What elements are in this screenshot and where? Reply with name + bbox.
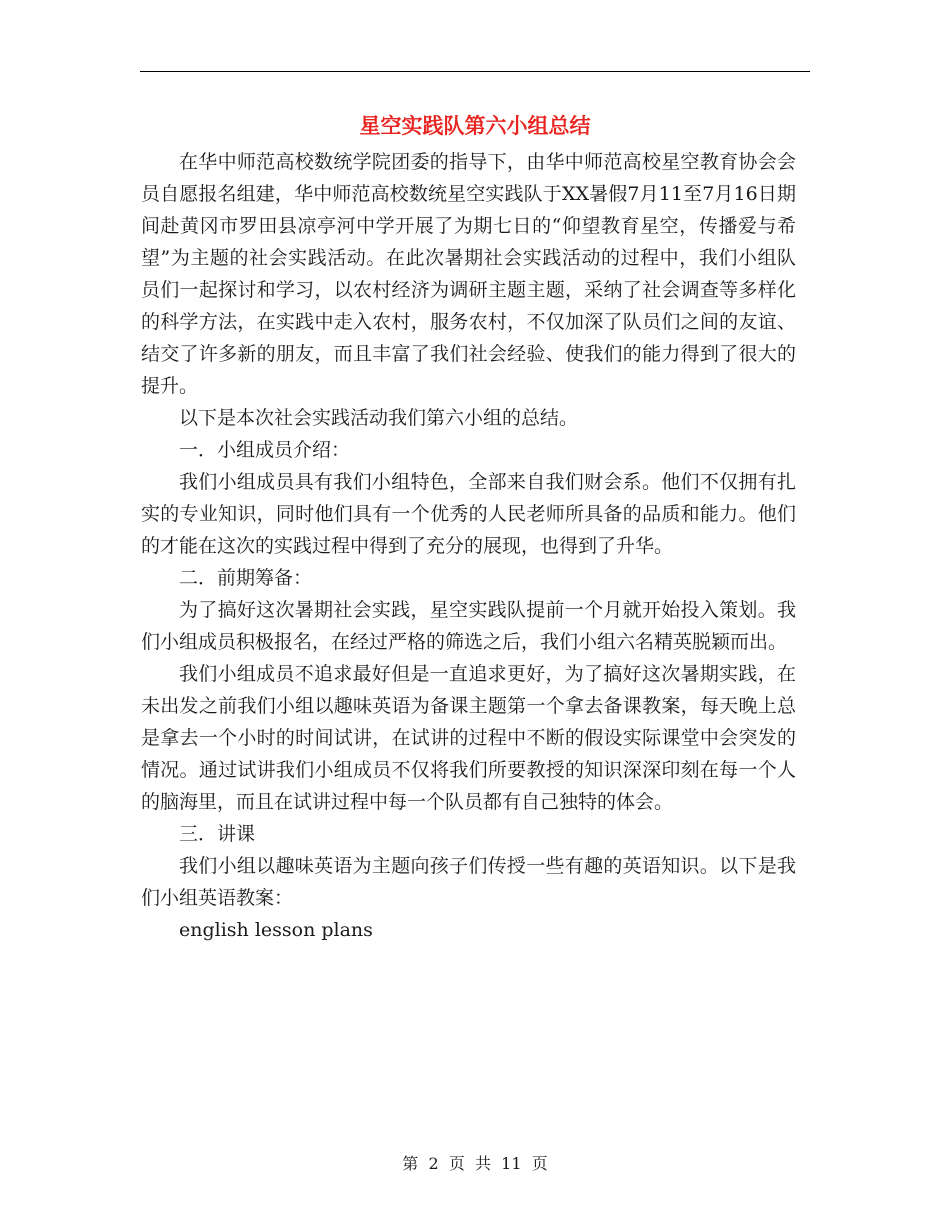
page-number-footer: 第 2 页 共 11 页 [402, 1154, 548, 1173]
paragraph-intro: 在华中师范高校数统学院团委的指导下，由华中师范高校星空教育协会会员自愿报名组建，华中师范高校数统星空实践队于XX暑假7月11至7月16日期间赴黄冈市罗田县凉亭河中学开展了为期七日的“仰望教育星空，传播爱与希望”为主题的社会实践活动。在此次暑期社会实践活动的过程中，我们小组队员们一起探讨和学习，以农村经济为调研主题主题，采纳了社会调查等多样化的科学方法，在实践中走入农村，服务农村，不仅加深了队员们之间的友谊、结交了许多新的朋友，而且丰富了我们社会经验、使我们的能力得到了很大的提升。 [141, 151, 796, 397]
section-heading-members: 一．小组成员介绍： [179, 439, 351, 461]
section-heading-lecture: 三．讲课 [179, 823, 256, 845]
paragraph-preparation-2: 我们小组成员不追求最好但是一直追求更好，为了搞好这次暑期实践，在未出发之前我们小组以趣味英语为备课主题第一个拿去备课教案，每天晚上总是拿去一个小时的时间试讲，在试讲的过程中不断的假设实际课堂中会突发的情况。通过试讲我们小组成员不仅将我们所要教授的知识深深印刻在每一个人的脑海里，而且在试讲过程中每一个队员都有自己独特的体会。 [141, 663, 796, 813]
paragraph-members: 我们小组成员具有我们小组特色，全部来自我们财会系。他们不仅拥有扎实的专业知识，同时他们具有一个优秀的人民老师所具备的品质和能力。他们的才能在这次的实践过程中得到了充分的展现，也得到了升华。 [141, 471, 796, 557]
paragraph-lesson-plans: english lesson plans [179, 919, 373, 941]
header-rule [140, 71, 810, 72]
paragraph-preparation-1: 为了搞好这次暑期社会实践，星空实践队提前一个月就开始投入策划。我们小组成员积极报名，在经过严格的筛选之后，我们小组六名精英脱颖而出。 [141, 599, 796, 653]
document-body [141, 146, 796, 946]
section-heading-preparation: 二．前期筹备： [179, 567, 313, 589]
paragraph-summary-lead: 以下是本次社会实践活动我们第六小组的总结。 [179, 407, 579, 429]
paragraph-lecture: 我们小组以趣味英语为主题向孩子们传授一些有趣的英语知识。以下是我们小组英语教案： [141, 855, 796, 909]
document-title: 星空实践队第六小组总结 [359, 114, 591, 138]
